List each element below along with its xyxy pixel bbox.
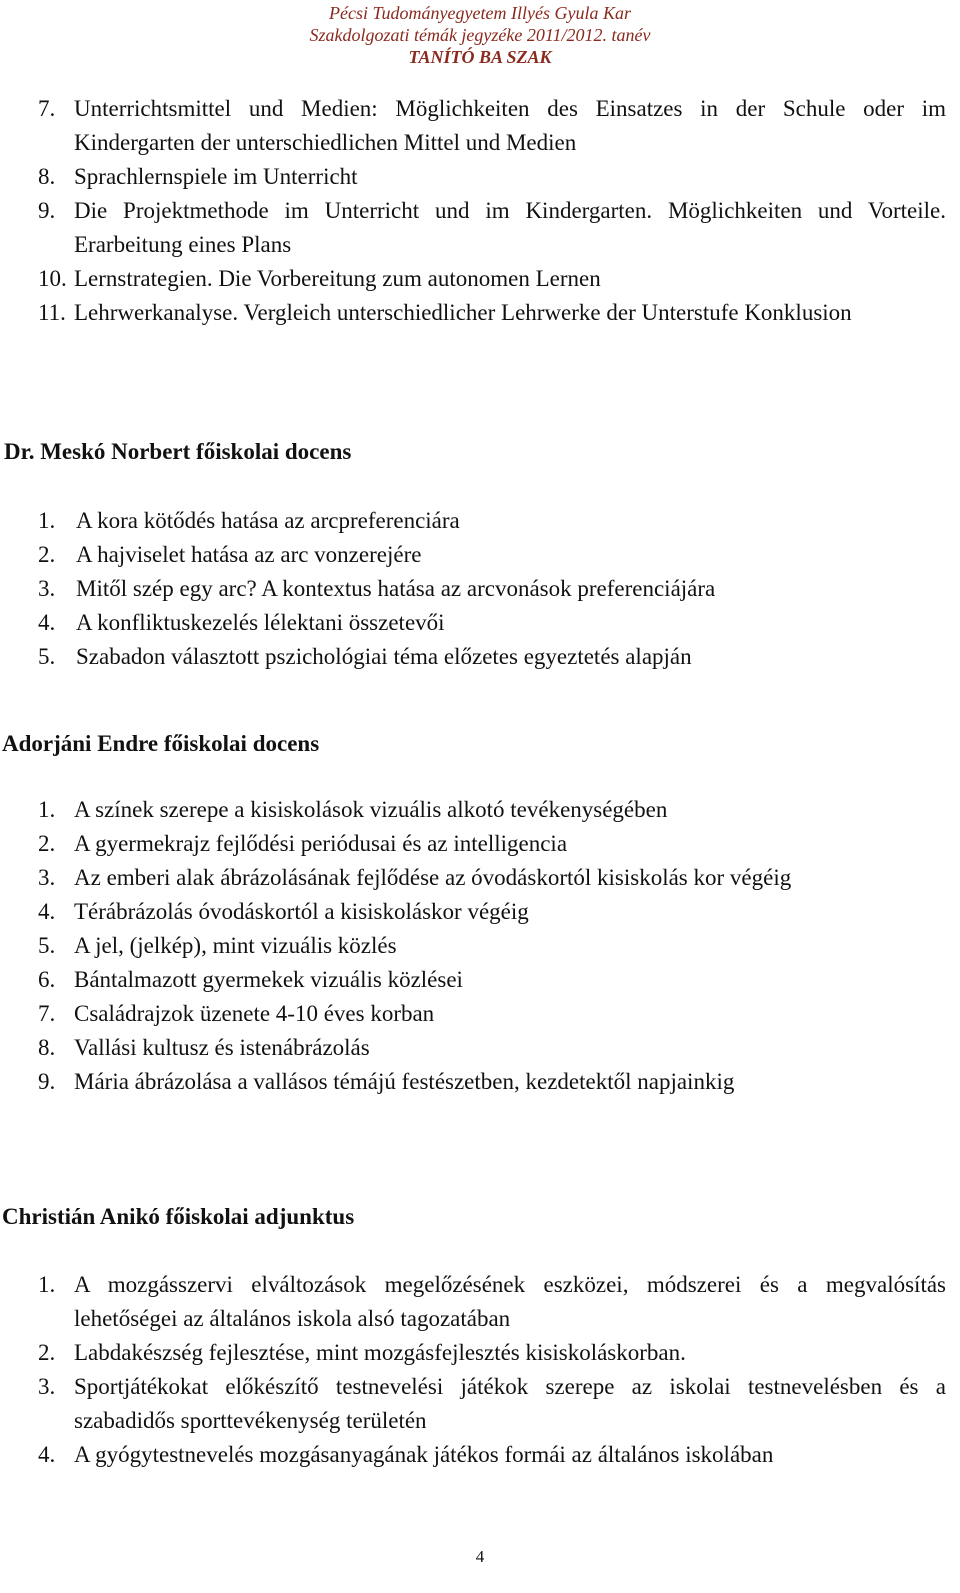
supervisor-heading-mesko: Dr. Meskó Norbert főiskolai docens [4, 439, 352, 464]
item-number: 2. [38, 542, 56, 567]
list-item [38, 997, 946, 1031]
list-item [38, 606, 946, 640]
item-number: 5. [38, 644, 56, 669]
list-item [38, 572, 946, 606]
item-number: 4. [38, 899, 56, 924]
list-item [38, 194, 946, 262]
supervisor-heading-adorjani: Adorjáni Endre főiskolai docens [2, 731, 320, 756]
page-header [0, 2, 960, 68]
item-text: Mitől szép egy arc? A kontextus hatása az arcvonások preferenciájára [76, 576, 716, 601]
list-item [38, 861, 946, 895]
item-number: 5. [38, 933, 56, 958]
item-text: Vallási kultusz és istenábrázolás [74, 1035, 370, 1060]
adorjani-topics-list [38, 793, 946, 1099]
item-text: Sportjátékokat előkészítő testnevelési játékok szerepe az iskolai testnevelésben és a szabadidős sporttevékenység területén [74, 1374, 946, 1433]
item-number: 2. [38, 831, 56, 856]
item-number: 11. [38, 300, 66, 325]
list-item [38, 929, 946, 963]
item-text: A kora kötődés hatása az arcpreferenciára [76, 508, 460, 533]
list-item [38, 1065, 946, 1099]
page-number: 4 [475, 1547, 485, 1566]
list-item [38, 160, 946, 194]
list-item [38, 793, 946, 827]
item-text: Szabadon választott pszichológiai téma előzetes egyeztetés alapján [76, 644, 692, 669]
item-text: Az emberi alak ábrázolásának fejlődése az óvodáskortól kisiskolás kor végéig [74, 865, 792, 890]
item-number: 10. [38, 266, 67, 291]
item-text: A mozgásszervi elváltozások megelőzésének eszközei, módszerei és a megvalósítás lehetőségei az általános iskola alsó tagozatában [74, 1272, 946, 1331]
item-number: 3. [38, 865, 56, 890]
item-text: Bántalmazott gyermekek vizuális közlései [74, 967, 463, 992]
item-text: Sprachlernspiele im Unterricht [74, 164, 358, 189]
item-text: A színek szerepe a kisiskolások vizuális alkotó tevékenységében [74, 797, 668, 822]
german-topics-list [38, 92, 946, 330]
item-number: 4. [38, 1442, 56, 1467]
header-program: TANÍTÓ BA SZAK [408, 47, 552, 67]
header-list-title: Szakdolgozati témák jegyzéke 2011/2012. tanév [309, 25, 651, 45]
list-item [38, 963, 946, 997]
item-text: Lernstrategien. Die Vorbereitung zum autonomen Lernen [74, 266, 601, 291]
item-number: 1. [38, 797, 56, 822]
item-text: A hajviselet hatása az arc vonzerejére [76, 542, 422, 567]
item-text: Mária ábrázolása a vallásos témájú festészetben, kezdetektől napjainkig [74, 1069, 735, 1094]
list-item [38, 640, 946, 674]
item-number: 6. [38, 967, 56, 992]
item-number: 8. [38, 1035, 56, 1060]
header-faculty: Pécsi Tudományegyetem Illyés Gyula Kar [329, 3, 631, 23]
list-item [38, 538, 946, 572]
item-number: 8. [38, 164, 56, 189]
list-item [38, 296, 946, 330]
item-number: 7. [38, 1001, 56, 1026]
item-number: 7. [38, 96, 56, 121]
item-text: Unterrichtsmittel und Medien: Möglichkeiten des Einsatzes in der Schule oder im Kindergarten der unterschiedlichen Mittel und Medien [74, 96, 946, 155]
list-item [38, 504, 946, 538]
list-item [38, 262, 946, 296]
list-item [38, 1370, 946, 1438]
christian-topics-list [38, 1268, 946, 1472]
supervisor-heading-christian: Christián Anikó főiskolai adjunktus [2, 1204, 355, 1229]
item-text: A gyermekrajz fejlődési periódusai és az intelligencia [74, 831, 568, 856]
item-text: Családrajzok üzenete 4-10 éves korban [74, 1001, 435, 1026]
item-text: Térábrázolás óvodáskortól a kisiskoláskor végéig [74, 899, 529, 924]
item-text: A jel, (jelkép), mint vizuális közlés [74, 933, 397, 958]
item-number: 4. [38, 610, 56, 635]
item-number: 1. [38, 1272, 56, 1297]
list-item [38, 827, 946, 861]
item-text: A konfliktuskezelés lélektani összetevői [76, 610, 445, 635]
item-number: 2. [38, 1340, 56, 1365]
list-item [38, 1438, 946, 1472]
list-item [38, 1031, 946, 1065]
item-number: 1. [38, 508, 56, 533]
item-text: Lehrwerkanalyse. Vergleich unterschiedlicher Lehrwerke der Unterstufe Konklusion [74, 300, 852, 325]
item-number: 3. [38, 1374, 56, 1399]
item-number: 9. [38, 198, 56, 223]
mesko-topics-list [38, 504, 946, 674]
item-text: A gyógytestnevelés mozgásanyagának játékos formái az általános iskolában [74, 1442, 774, 1467]
item-number: 9. [38, 1069, 56, 1094]
item-text: Labdakészség fejlesztése, mint mozgásfejlesztés kisiskoláskorban. [74, 1340, 686, 1365]
list-item [38, 1268, 946, 1336]
item-text: Die Projektmethode im Unterricht und im Kindergarten. Möglichkeiten und Vorteile. Erarbeitung eines Plans [74, 198, 946, 257]
list-item [38, 92, 946, 160]
item-number: 3. [38, 576, 56, 601]
list-item [38, 895, 946, 929]
list-item [38, 1336, 946, 1370]
